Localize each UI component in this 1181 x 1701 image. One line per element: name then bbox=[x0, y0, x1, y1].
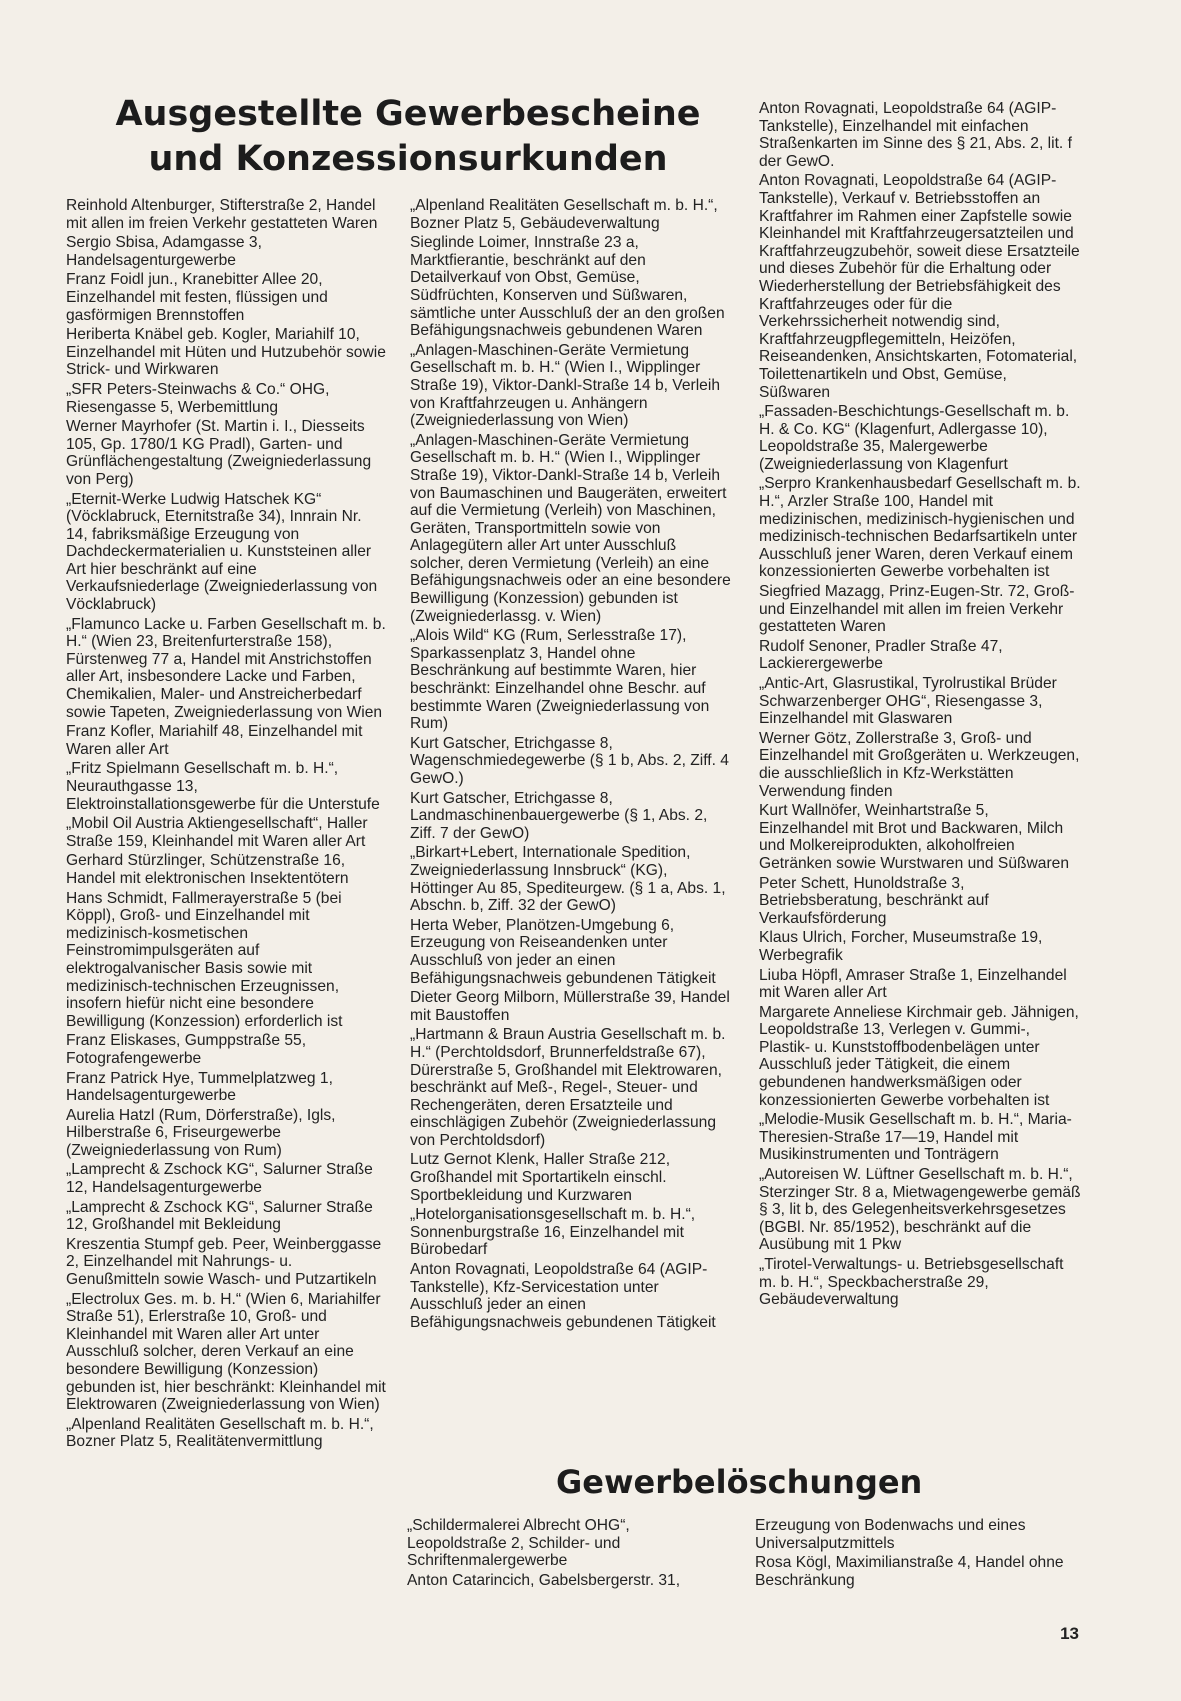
deletions-column-1 bbox=[407, 1517, 707, 1591]
entry: „Anlagen-Maschinen-Geräte Vermietung Gesellschaft m. b. H.“ (Wien I., Wipplinger Straße 19), Viktor-Dankl-Straße 14 b, Verleih von Baumaschinen und Baugeräten, erweitert auf die Vermietung (Verleih) von Maschinen, Geräten, Transportmitteln sowie von Anlagegütern aller Art unter Ausschluß solcher, deren Vermietung (Verleih) an eine Befähigungsnachweis oder an eine besondere Bewilligung (Konzession) gebunden ist (Zweigniederlassg. v. Wien) bbox=[410, 431, 731, 625]
entry: „Fassaden-Beschichtungs-Gesellschaft m. b. H. & Co. KG“ (Klagenfurt, Adlergasse 10), Leopoldstraße 35, Malergewerbe (Zweigniederlassung von Klagenfurt bbox=[759, 403, 1070, 473]
entry: Liuba Höpfl, Amraser Straße 1, Einzelhandel mit Waren aller Art bbox=[759, 966, 1067, 1002]
column-2 bbox=[410, 197, 732, 1333]
entry: „Eternit-Werke Ludwig Hatschek KG“ (Vöcklabruck, Eternitstraße 34), Innrain Nr. 14, fabriksmäßige Erzeugung von Dachdeckermaterialien u. Kunststeinen aller Art hier beschränkt auf eine Verkaufsniederlage (Zweigniederlassung von Vöcklabruck) bbox=[66, 490, 378, 614]
entry: Anton Catarincich, Gabelsbergerstr. 31, bbox=[407, 1571, 681, 1589]
entry: Anton Rovagnati, Leopoldstraße 64 (AGIP-Tankstelle), Kfz-Servicestation unter Ausschluß jeder an einen Befähigungsnachweis gebundenen Tätigkeit bbox=[410, 1261, 716, 1331]
entry: „Birkart+Lebert, Internationale Spedition, Zweigniederlassung Innsbruck“ (KG), Höttinger Au 85, Spediteurgew. (§ 1 a, Abs. 1, Abschn. b, Ziff. 32 der GewO) bbox=[410, 844, 726, 915]
entry: „Flamunco Lacke u. Farben Gesellschaft m. b. H.“ (Wien 23, Breitenfurterstraße 158), Fürstenweg 77 a, Handel mit Anstrichstoffen aller Art, insbesondere Lacke und Farben, Chemikalien, Maler- und Anstreicherbedarf sowie Tapeten, Zweigniederlassung von Wien bbox=[66, 615, 386, 721]
entry: Franz Patrick Hye, Tummelplatzweg 1, Handelsagenturgewerbe bbox=[66, 1069, 333, 1105]
entry: Rudolf Senoner, Pradler Straße 47, Lackierergewerbe bbox=[759, 637, 1003, 673]
entry: Aurelia Hatzl (Rum, Dörferstraße), Igls, Hilberstraße 6, Friseurgewerbe (Zweigniederlassung von Rum) bbox=[66, 1106, 336, 1159]
entry: „Alois Wild“ KG (Rum, Serlesstraße 17), Sparkassenplatz 3, Handel ohne Beschränkung auf bestimmte Waren, hier beschränkt: Einzelhandel ohne Beschr. auf bestimmte Waren (Zweigniederlassung von Rum) bbox=[410, 627, 710, 733]
entry: Kurt Wallnöfer, Weinhartstraße 5, Einzelhandel mit Brot und Backwaren, Milch und Molkereiprodukten, alkoholfreien Getränken sowie Wurstwaren und Süßwaren bbox=[759, 802, 1070, 872]
entry: „Schildermalerei Albrecht OHG“, Leopoldstraße 2, Schilder- und Schriftenmalergewerbe bbox=[407, 1517, 630, 1570]
entry: „Electrolux Ges. m. b. H.“ (Wien 6, Mariahilfer Straße 51), Erlerstraße 10, Groß- und Kleinhandel mit Waren aller Art unter Ausschluß solcher, deren Verkauf an eine besondere Bewilligung (Konzession) gebunden ist, hier beschränkt: Kleinhandel mit Elektrowaren (Zweigniederlassung von Wien) bbox=[66, 1290, 386, 1414]
entry: Gerhard Stürzlinger, Schützenstraße 16, Handel mit elektronischen Insektentötern bbox=[66, 852, 349, 887]
column-3 bbox=[759, 100, 1081, 1311]
entry: Herta Weber, Planötzen-Umgebung 6, Erzeugung von Reiseandenken unter Ausschluß von jeder an einen Befähigungsnachweis gebundenen Tätigkeit bbox=[410, 916, 716, 987]
entry: Sergio Sbisa, Adamgasse 3, Handelsagenturgewerbe bbox=[66, 234, 262, 269]
entry: Reinhold Altenburger, Stifterstraße 2, Handel mit allen im freien Verkehr gestatteten Waren bbox=[66, 197, 378, 232]
deletions-column-2 bbox=[755, 1517, 1085, 1591]
entry: Lutz Gernot Klenk, Haller Straße 212, Großhandel mit Sportartikeln einschl. Sportbekleidung und Kurzwaren bbox=[410, 1151, 671, 1204]
entry: „Hartmann & Braun Austria Gesellschaft m. b. H.“ (Perchtoldsdorf, Brunnerfeldstraße 67), Dürerstraße 5, Großhandel mit Elektrowaren, beschränkt auf Meß-, Regel-, Steuer- und Rechengeräten, deren Ersatzteile und einschlägigen Zubehör (Zweigniederlassung von Perchtoldsdorf) bbox=[410, 1026, 726, 1149]
entry: Anton Rovagnati, Leopoldstraße 64 (AGIP-Tankstelle), Einzelhandel mit einfachen Straßenkarten im Sinne des § 21, Abs. 2, lit. f der GewO. bbox=[759, 100, 1072, 170]
entry: „Alpenland Realitäten Gesellschaft m. b. H.“, Bozner Platz 5, Gebäudeverwaltung bbox=[410, 197, 718, 232]
entry: „Tirotel-Verwaltungs- u. Betriebsgesellschaft m. b. H.“, Speckbacherstraße 29, Gebäudeverwaltung bbox=[759, 1256, 1064, 1309]
title-line-2: und Konzessionsurkunden bbox=[148, 139, 668, 179]
entry: Kurt Gatscher, Etrichgasse 8, Wagenschmiedegewerbe (§ 1 b, Abs. 2, Ziff. 4 GewO.) bbox=[410, 734, 729, 787]
entry: Franz Foidl jun., Kranebitter Allee 20, Einzelhandel mit festen, flüssigen und gasförmigen Brennstoffen bbox=[66, 271, 328, 324]
entry: „Melodie-Musik Gesellschaft m. b. H.“, Maria-Theresien-Straße 17—19, Handel mit Musikinstrumenten und Tonträgern bbox=[759, 1111, 1072, 1164]
column-1 bbox=[66, 197, 386, 1453]
entry: Erzeugung von Bodenwachs und eines Universalputzmittels bbox=[755, 1517, 1026, 1552]
entry: Heriberta Knäbel geb. Kogler, Mariahilf 10, Einzelhandel mit Hüten und Hutzubehör sowie Strick- und Wirkwaren bbox=[66, 326, 386, 379]
entry: „Anlagen-Maschinen-Geräte Vermietung Gesellschaft m. b. H.“ (Wien I., Wipplinger Straße 19), Viktor-Dankl-Straße 14 b, Verleih von Kraftfahrzeugen u. Anhängern (Zweigniederlassung von Wien) bbox=[410, 341, 720, 430]
entry: „Autoreisen W. Lüftner Gesellschaft m. b. H.“, Sterzinger Str. 8 a, Mietwagengewerbe gemäß § 3, lit b, des Gelegenheitsverkehrsgesetzes (BGBl. Nr. 85/1952), beschränkt auf die Ausübung mit 1 Pkw bbox=[759, 1166, 1081, 1254]
entry: „Mobil Oil Austria Aktiengesellschaft“, Haller Straße 159, Kleinhandel mit Waren aller Art bbox=[66, 815, 368, 850]
entry: Dieter Georg Milborn, Müllerstraße 39, Handel mit Baustoffen bbox=[410, 989, 730, 1024]
entry: Margarete Anneliese Kirchmair geb. Jähnigen, Leopoldstraße 13, Verlegen v. Gummi-, Plastik- u. Kunststoffbodenbelägen unter Ausschluß jeder Tätigkeit, die einem gebundenen handwerksmäßigen oder konzessionierten Gewerbe vorbehalten ist bbox=[759, 1003, 1079, 1109]
entry: Rosa Kögl, Maximilianstraße 4, Handel ohne Beschränkung bbox=[755, 1554, 1064, 1589]
entry: „Lamprecht & Zschock KG“, Salurner Straße 12, Handelsagenturgewerbe bbox=[66, 1161, 373, 1197]
page-title bbox=[88, 92, 728, 182]
entry: Kurt Gatscher, Etrichgasse 8, Landmaschinenbauergewerbe (§ 1, Abs. 2, Ziff. 7 der GewO) bbox=[410, 789, 708, 842]
entry: „Antic-Art, Glasrustikal, Tyrolrustikal Brüder Schwarzenberger OHG“, Riesengasse 3, Einzelhandel mit Glaswaren bbox=[759, 675, 1057, 728]
title-line-1: Ausgestellte Gewerbescheine bbox=[115, 94, 701, 134]
entry: „Fritz Spielmann Gesellschaft m. b. H.“, Neurauthgasse 13, Elektroinstallationsgewerbe für die Unterstufe bbox=[66, 760, 380, 813]
entry: Peter Schett, Hunoldstraße 3, Betriebsberatung, beschränkt auf Verkaufsförderung bbox=[759, 874, 989, 927]
entry: Kreszentia Stumpf geb. Peer, Weinberggasse 2, Einzelhandel mit Nahrungs- u. Genußmitteln sowie Wasch- und Putzartikeln bbox=[66, 1235, 382, 1289]
entry: Hans Schmidt, Fallmerayerstraße 5 (bei Köppl), Groß- und Einzelhandel mit medizinisch-kosmetischen Feinstromimpulsgeräten auf elektrogalvanischer Basis sowie mit medizinisch-technischen Erzeugnissen, insofern hiefür nicht eine besondere Bewilligung (Konzession) erforderlich ist bbox=[66, 889, 343, 1030]
page-number: 13 bbox=[1060, 1624, 1079, 1643]
section-heading-deletions: Gewerbelöschungen bbox=[556, 1463, 923, 1501]
entry: Anton Rovagnati, Leopoldstraße 64 (AGIP-Tankstelle), Verkauf v. Betriebsstoffen an Kraftfahrer im Rahmen einer Zapfstelle sowie Kleinhandel mit Kraftfahrzeugersatzteilen und Kraftfahrzeugzubehör, soweit diese Ersatzteile und dieses Zubehör für die Erhaltung oder Wiederherstellung der Betriebsfähigkeit des Kraftfahrzeuges oder für die Verkehrssicherheit notwendig sind, Kraftfahrzeugpflegemitteln, Heizöfen, Reiseandenken, Ansichtskarten, Fotomaterial, Toilettenartikeln und Obst, Gemüse, Süßwaren bbox=[759, 172, 1080, 401]
entry: „Hotelorganisationsgesellschaft m. b. H.“, Sonnenburgstraße 16, Einzelhandel mit Bürobedarf bbox=[410, 1206, 696, 1259]
entry: „Alpenland Realitäten Gesellschaft m. b. H.“, Bozner Platz 5, Realitätenvermittlung bbox=[66, 1415, 374, 1451]
entry: Werner Mayrhofer (St. Martin i. I., Diesseits 105, Gp. 1780/1 KG Pradl), Garten- und Grünflächengestaltung (Zweigniederlassung von Perg) bbox=[66, 418, 372, 488]
entry: Sieglinde Loimer, Innstraße 23 a, Marktfierantie, beschränkt auf den Detailverkauf von Obst, Gemüse, Südfrüchten, Konserven und Süßwaren, sämtliche unter Ausschluß der an den großen Befähigungsnachweis gebundenen Waren bbox=[410, 234, 725, 340]
entry: Franz Kofler, Mariahilf 48, Einzelhandel mit Waren aller Art bbox=[66, 723, 363, 758]
entry: Werner Götz, Zollerstraße 3, Groß- und Einzelhandel mit Großgeräten u. Werkzeugen, die ausschließlich in Kfz-Werkstätten Verwendung finden bbox=[759, 729, 1080, 800]
entry: „Serpro Krankenhausbedarf Gesellschaft m. b. H.“, Arzler Straße 100, Handel mit medizinischen, medizinisch-hygienischen und medizinisch-technischen Bedarfsartikeln unter Ausschluß jener Waren, deren Verkauf einem konzessionierten Gewerbe vorbehalten ist bbox=[759, 475, 1081, 581]
entry: Siegfried Mazagg, Prinz-Eugen-Str. 72, Groß- und Einzelhandel mit allen im freien Verkehr gestatteten Waren bbox=[759, 583, 1075, 636]
entry: „SFR Peters-Steinwachs & Co.“ OHG, Riesengasse 5, Werbemittlung bbox=[66, 380, 330, 416]
entry: Franz Eliskases, Gumppstraße 55, Fotografengewerbe bbox=[66, 1032, 307, 1067]
entry: Klaus Ulrich, Forcher, Museumstraße 19, Werbegrafik bbox=[759, 929, 1043, 964]
entry: „Lamprecht & Zschock KG“, Salurner Straße 12, Großhandel mit Bekleidung bbox=[66, 1198, 373, 1234]
